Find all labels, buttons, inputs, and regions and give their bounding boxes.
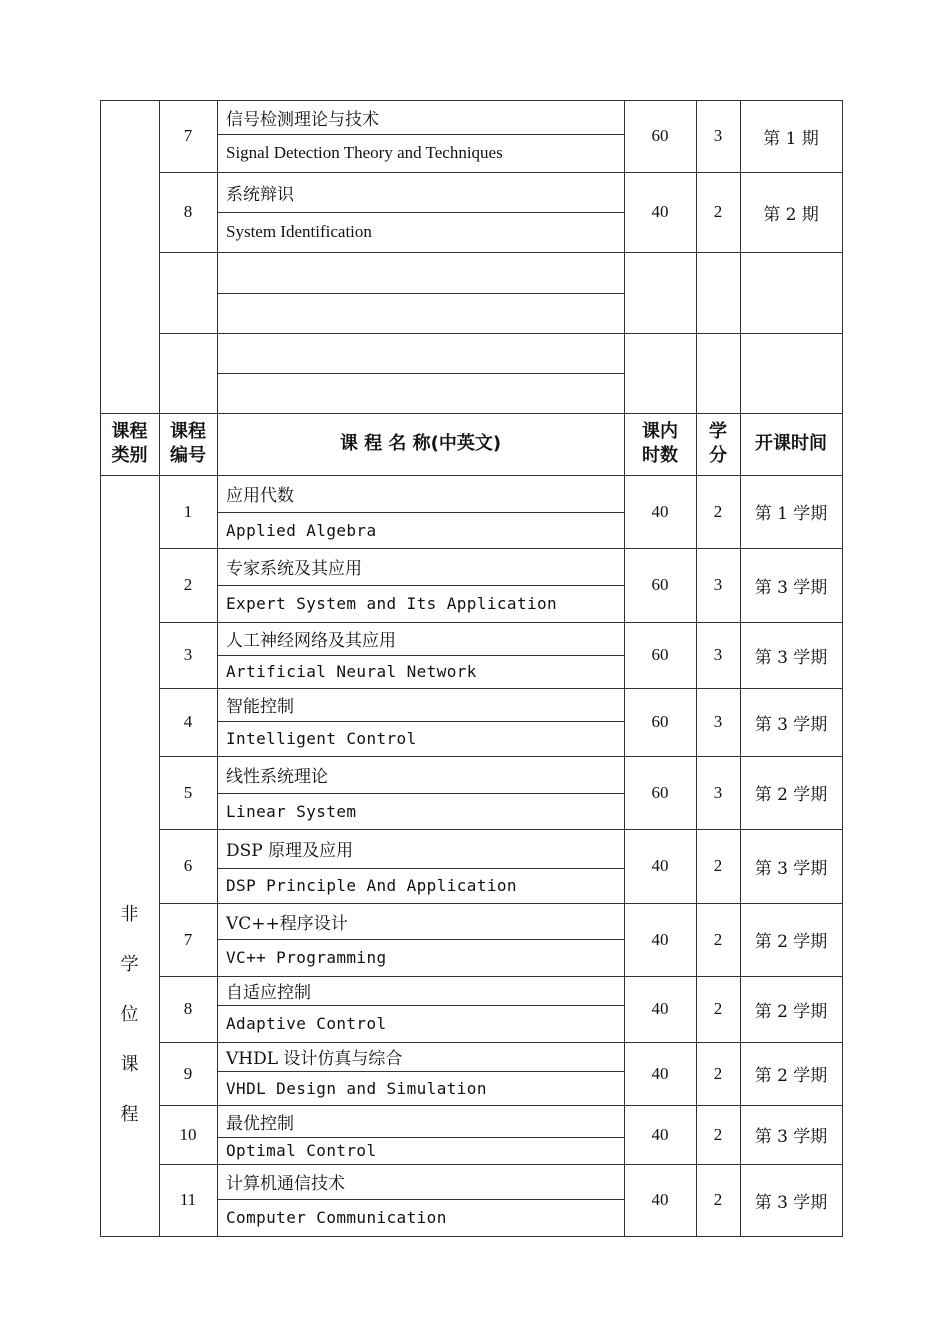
course-credits: 2	[713, 1063, 723, 1083]
course-hours: 60	[651, 782, 669, 802]
course-term: 第 2 学期	[754, 1001, 828, 1022]
course-name-zh: 信号检测理论与技术	[226, 109, 379, 130]
header-category: 课程 类别	[111, 421, 148, 466]
course-hours: 40	[651, 929, 669, 949]
course-credits: 2	[713, 1190, 723, 1209]
course-credits	[696, 333, 740, 413]
course-hours: 40	[651, 1190, 669, 1209]
course-term: 第 2 学期	[754, 932, 828, 952]
course-name-en: DSP Principle And Application	[226, 876, 517, 895]
table-rule	[100, 1236, 843, 1237]
course-name-zh: 系统辩识	[226, 184, 294, 205]
course-credits: 2	[713, 999, 723, 1018]
course-term: 第 3 学期	[754, 647, 828, 668]
category-label-vertical: 非学位课程	[120, 904, 139, 1125]
course-term: 第 3 学期	[754, 1127, 828, 1147]
course-term: 第 3 学期	[754, 714, 828, 735]
course-name-zh: VHDL 设计仿真与综合	[226, 1049, 403, 1069]
course-hours: 60	[651, 126, 669, 145]
course-term: 第 3 学期	[754, 1192, 828, 1213]
course-name-en: Signal Detection Theory and Techniques	[226, 143, 503, 162]
course-number: 8	[183, 202, 193, 221]
course-credits: 3	[713, 126, 723, 145]
course-credits: 2	[713, 1124, 723, 1144]
course-number	[159, 333, 217, 413]
course-number: 6	[183, 856, 193, 875]
course-name-en: Expert System and Its Application	[226, 594, 558, 613]
course-credits: 2	[713, 202, 723, 221]
table-rule	[842, 100, 843, 1237]
course-hours: 60	[651, 645, 669, 664]
course-number: 3	[183, 645, 193, 664]
course-name-en	[217, 293, 624, 333]
course-credits: 3	[713, 712, 723, 731]
course-name-zh: 自适应控制	[226, 983, 311, 1003]
course-number: 11	[179, 1190, 197, 1209]
course-hours	[624, 333, 696, 413]
course-term: 第 3 学期	[754, 858, 828, 879]
header-credits: 学 分	[709, 421, 727, 466]
course-name-zh: 线性系统理论	[226, 767, 328, 787]
course-term: 第 1 期	[763, 128, 819, 149]
course-hours: 40	[651, 856, 669, 875]
course-name-zh: 最优控制	[226, 1113, 294, 1134]
course-name-zh: 计算机通信技术	[226, 1174, 345, 1194]
course-name-zh: DSP 原理及应用	[226, 841, 354, 861]
course-number: 10	[179, 1124, 197, 1144]
course-number: 9	[183, 1063, 193, 1083]
course-number: 7	[183, 929, 193, 949]
course-hours: 40	[651, 501, 669, 521]
course-name-zh	[217, 252, 624, 293]
course-number: 8	[183, 999, 193, 1018]
course-term: 第 2 期	[763, 204, 819, 225]
course-name-en: VHDL Design and Simulation	[226, 1078, 487, 1098]
course-name-en: Artificial Neural Network	[226, 662, 477, 681]
header-course-name: 课 程 名 称(中英文)	[339, 433, 502, 454]
course-name-zh: 智能控制	[226, 697, 294, 717]
course-number: 2	[183, 575, 193, 594]
course-number: 4	[183, 712, 193, 731]
course-number: 1	[183, 501, 193, 521]
course-name-zh: 应用代数	[226, 486, 294, 506]
course-credits	[696, 252, 740, 333]
course-name-en: Linear System	[226, 801, 357, 821]
course-name-en	[217, 373, 624, 413]
course-term	[740, 252, 842, 333]
header-hours: 课内 时数	[642, 421, 678, 466]
course-term: 第 2 学期	[754, 1066, 828, 1086]
course-name-en: VC++ Programming	[226, 948, 387, 967]
course-hours: 40	[651, 1124, 669, 1144]
course-hours: 60	[651, 575, 669, 594]
course-number: 5	[183, 782, 193, 802]
course-term: 第 3 学期	[754, 577, 828, 598]
course-credits: 2	[713, 501, 723, 521]
course-number	[159, 252, 217, 333]
course-term: 第 1 学期	[754, 504, 828, 524]
course-credits: 3	[713, 645, 723, 664]
course-name-en: Optimal Control	[226, 1141, 377, 1160]
course-credits: 3	[713, 782, 723, 802]
course-name-zh	[217, 333, 624, 373]
course-name-zh: 人工神经网络及其应用	[226, 631, 396, 651]
course-name-zh: VC++程序设计	[226, 913, 348, 934]
course-name-en: Intelligent Control	[226, 729, 417, 748]
course-hours: 40	[651, 1063, 669, 1083]
course-number: 7	[183, 126, 193, 145]
course-term	[740, 333, 842, 413]
course-hours: 40	[651, 999, 669, 1018]
course-hours: 60	[651, 712, 669, 731]
course-hours	[624, 252, 696, 333]
header-term: 开课时间	[755, 433, 827, 454]
course-name-en: Adaptive Control	[226, 1014, 387, 1033]
course-credits: 2	[713, 929, 723, 949]
course-name-en: System Identification	[226, 222, 372, 241]
course-hours: 40	[651, 202, 669, 221]
header-number: 课程 编号	[170, 421, 206, 466]
course-name-zh: 专家系统及其应用	[226, 559, 362, 579]
course-name-en: Applied Algebra	[226, 520, 377, 540]
course-credits: 3	[713, 575, 723, 594]
course-name-en: Computer Communication	[226, 1208, 447, 1227]
course-term: 第 2 学期	[754, 785, 828, 805]
course-credits: 2	[713, 856, 723, 875]
